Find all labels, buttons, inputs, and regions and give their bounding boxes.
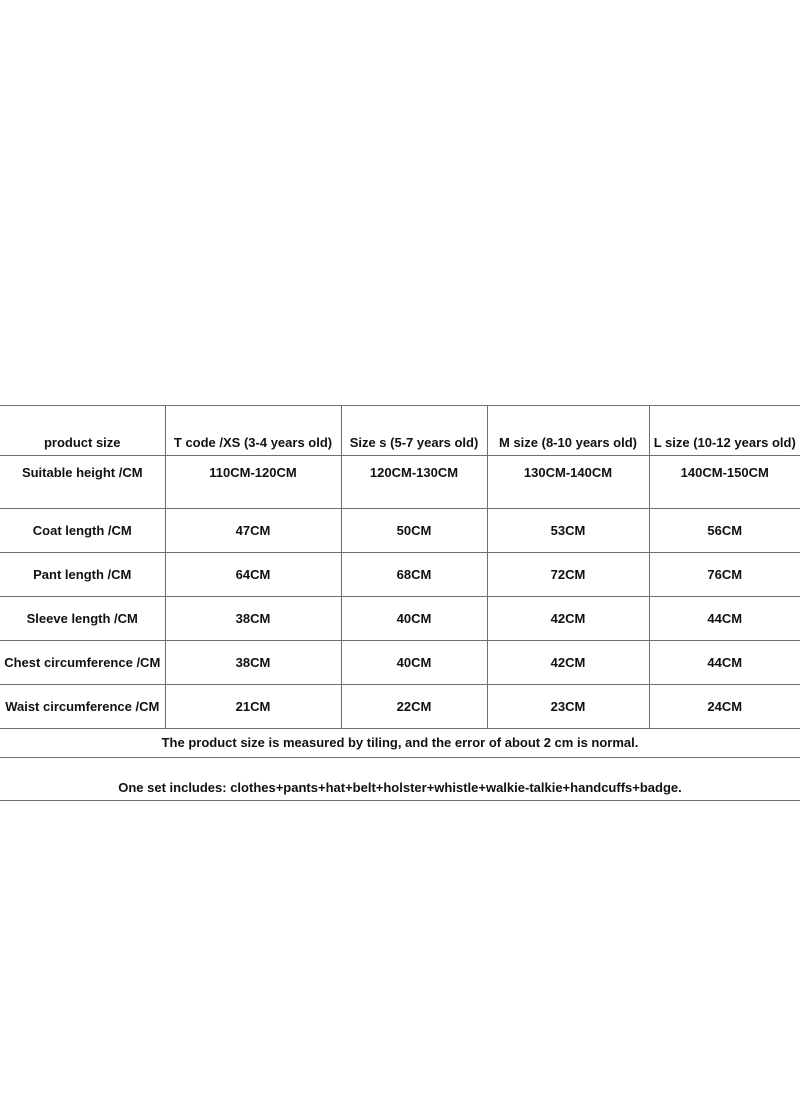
- table-cell: 50CM: [341, 509, 487, 553]
- table-row: [0, 509, 800, 553]
- row-label: Coat length /CM: [0, 509, 165, 553]
- table-row: [0, 456, 800, 509]
- table-cell: 42CM: [487, 597, 649, 641]
- row-label: Suitable height /CM: [0, 456, 165, 509]
- table-cell: 76CM: [649, 553, 800, 597]
- set-contents-note: One set includes: clothes+pants+hat+belt+holster+whistle+walkie-talkie+handcuffs+badge.: [0, 758, 800, 801]
- table-cell: 40CM: [341, 597, 487, 641]
- row-label: Chest circumference /CM: [0, 641, 165, 685]
- table-cell: 140CM-150CM: [649, 456, 800, 509]
- table-row: [0, 597, 800, 641]
- size-chart-table: [0, 405, 800, 729]
- row-label: Waist circumference /CM: [0, 685, 165, 729]
- table-cell: 24CM: [649, 685, 800, 729]
- column-header: L size (10-12 years old): [649, 406, 800, 456]
- column-header: Size s (5-7 years old): [341, 406, 487, 456]
- table-header-row: [0, 406, 800, 456]
- table-cell: 130CM-140CM: [487, 456, 649, 509]
- table-cell: 44CM: [649, 597, 800, 641]
- row-label: Pant length /CM: [0, 553, 165, 597]
- table-cell: 56CM: [649, 509, 800, 553]
- table-cell: 47CM: [165, 509, 341, 553]
- table-cell: 120CM-130CM: [341, 456, 487, 509]
- table-cell: 38CM: [165, 641, 341, 685]
- row-label: Sleeve length /CM: [0, 597, 165, 641]
- table-cell: 53CM: [487, 509, 649, 553]
- table-cell: 40CM: [341, 641, 487, 685]
- column-header: T code /XS (3-4 years old): [165, 406, 341, 456]
- table-cell: 110CM-120CM: [165, 456, 341, 509]
- measurement-note: The product size is measured by tiling, and the error of about 2 cm is normal.: [0, 713, 800, 758]
- table-row: [0, 641, 800, 685]
- table-cell: 72CM: [487, 553, 649, 597]
- column-header: product size: [0, 406, 165, 456]
- table-cell: 44CM: [649, 641, 800, 685]
- table-cell: 21CM: [165, 685, 341, 729]
- table-row: [0, 553, 800, 597]
- table-cell: 42CM: [487, 641, 649, 685]
- table-cell: 64CM: [165, 553, 341, 597]
- table-cell: 38CM: [165, 597, 341, 641]
- column-header: M size (8-10 years old): [487, 406, 649, 456]
- table-cell: 68CM: [341, 553, 487, 597]
- table-cell: 23CM: [487, 685, 649, 729]
- table-cell: 22CM: [341, 685, 487, 729]
